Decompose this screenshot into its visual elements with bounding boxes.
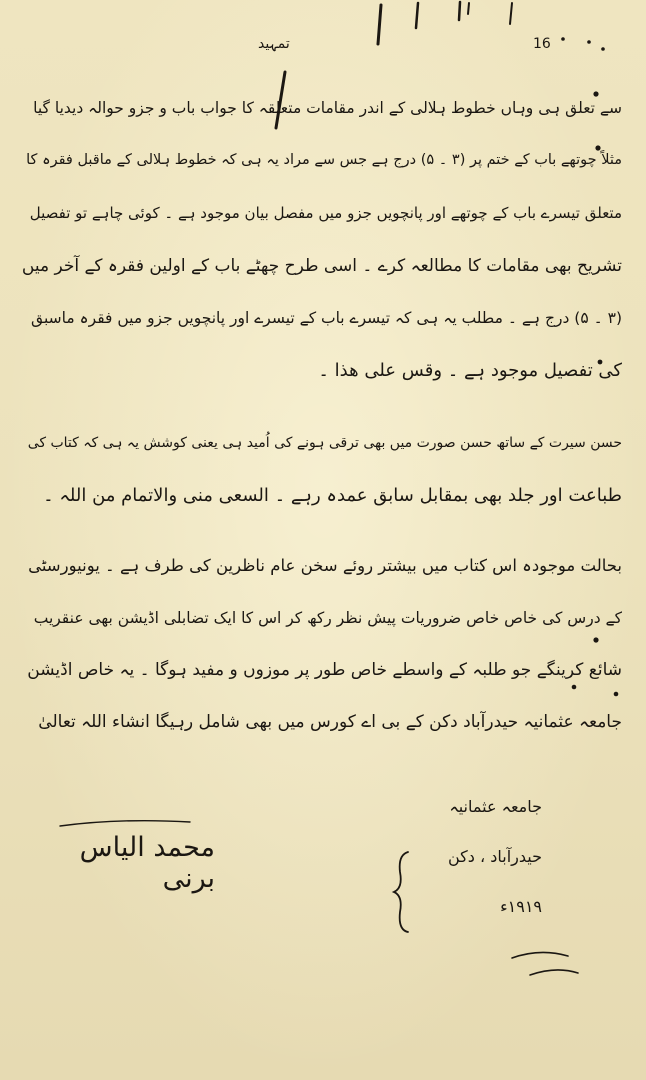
body-line: متعلق تیسرے باب کے چوتھے اور پانچویں جزو میں مفصل بیان موجود ہے ۔ کوئی چاہے تو تفصیل — [29, 204, 622, 222]
body-line: شائع کرینگے جو طلبہ کے واسطے خاص طور پر موزوں و مفید ہوگا ۔ یہ خاص اڈیشن — [27, 660, 622, 680]
body-line: (۳ ۔ ۵) درج ہے ۔ مطلب یہ ہی کہ تیسرے باب کے تیسرے اور پانچویں جزو میں فقرہ ماسبق — [31, 309, 622, 327]
bracket-mark — [394, 852, 408, 932]
ink-stroke — [378, 5, 381, 44]
body-line: سے تعلق ہی وہاں خطوط ہلالی کے اندر مقامات متعلقہ کا جواب باب و جزو حوالہ دیدیا گیا — [33, 99, 622, 117]
body-line: کی تفصیل موجود ہے ۔ وقس علی ھذا ۔ — [318, 360, 622, 381]
body-line: تشریح بھی مقامات کا مطالعہ کرے ۔ اسی طرح چھٹے باب کے اولین فقرہ کے آخر میں — [21, 256, 622, 276]
body-line: طباعت اور جلد بھی بمقابل سابق عمدہ رہے ۔ السعی منی والاتمام من اللہ ۔ — [43, 485, 622, 506]
margin-dot — [601, 47, 605, 51]
body-line: بحالت موجودہ اس کتاب میں بیشتر روئے سخن عام ناظرین کی طرف ہے ۔ یونیورسٹی — [28, 556, 622, 575]
page-number: 16 — [533, 36, 551, 52]
body-line: حسن سیرت کے ساتھ حسن صورت میں بھی ترقی ہونے کی اُمید ہی یعنی کوشش یہ ہی کہ کتاب کی — [27, 435, 622, 451]
page-title: تمہید — [258, 36, 290, 52]
body-line: مثلاً چوتھے باب کے ختم پر (۳ ۔ ۵) درج ہے جس سے مراد یہ ہی کہ خطوط ہلالی کے ماقبل فقرہ کا — [26, 152, 622, 168]
margin-dot — [593, 637, 598, 642]
margin-dot — [587, 40, 591, 44]
ink-stroke — [416, 3, 418, 28]
ink-squiggle — [530, 970, 578, 975]
place-line: جامعہ عثمانیہ — [449, 797, 542, 816]
date-line: ۱۹۱۹ء — [500, 897, 542, 916]
margin-dot — [561, 37, 565, 41]
author-signature: محمد الیاس برنی — [79, 832, 215, 894]
body-line: کے درس کی خاص خاص ضروریات پیش نظر رکھ کر اس کا ایک تضابلی اڈیشن بھی عنقریب — [33, 609, 622, 627]
margin-dot — [572, 685, 577, 690]
ink-squiggle — [512, 952, 568, 958]
margin-dot — [614, 692, 619, 697]
body-line: جامعہ عثمانیہ حیدرآباد دکن کے بی اے کورس میں بھی شامل رہیگا انشاء اللہ تعالیٰ — [38, 712, 622, 732]
place-date-block — [412, 782, 542, 932]
ink-stroke — [468, 3, 469, 14]
place-line: حیدرآباد ، دکن — [448, 847, 542, 866]
ink-stroke — [510, 3, 512, 24]
ink-stroke — [459, 2, 460, 20]
signature-flourish — [60, 821, 190, 826]
